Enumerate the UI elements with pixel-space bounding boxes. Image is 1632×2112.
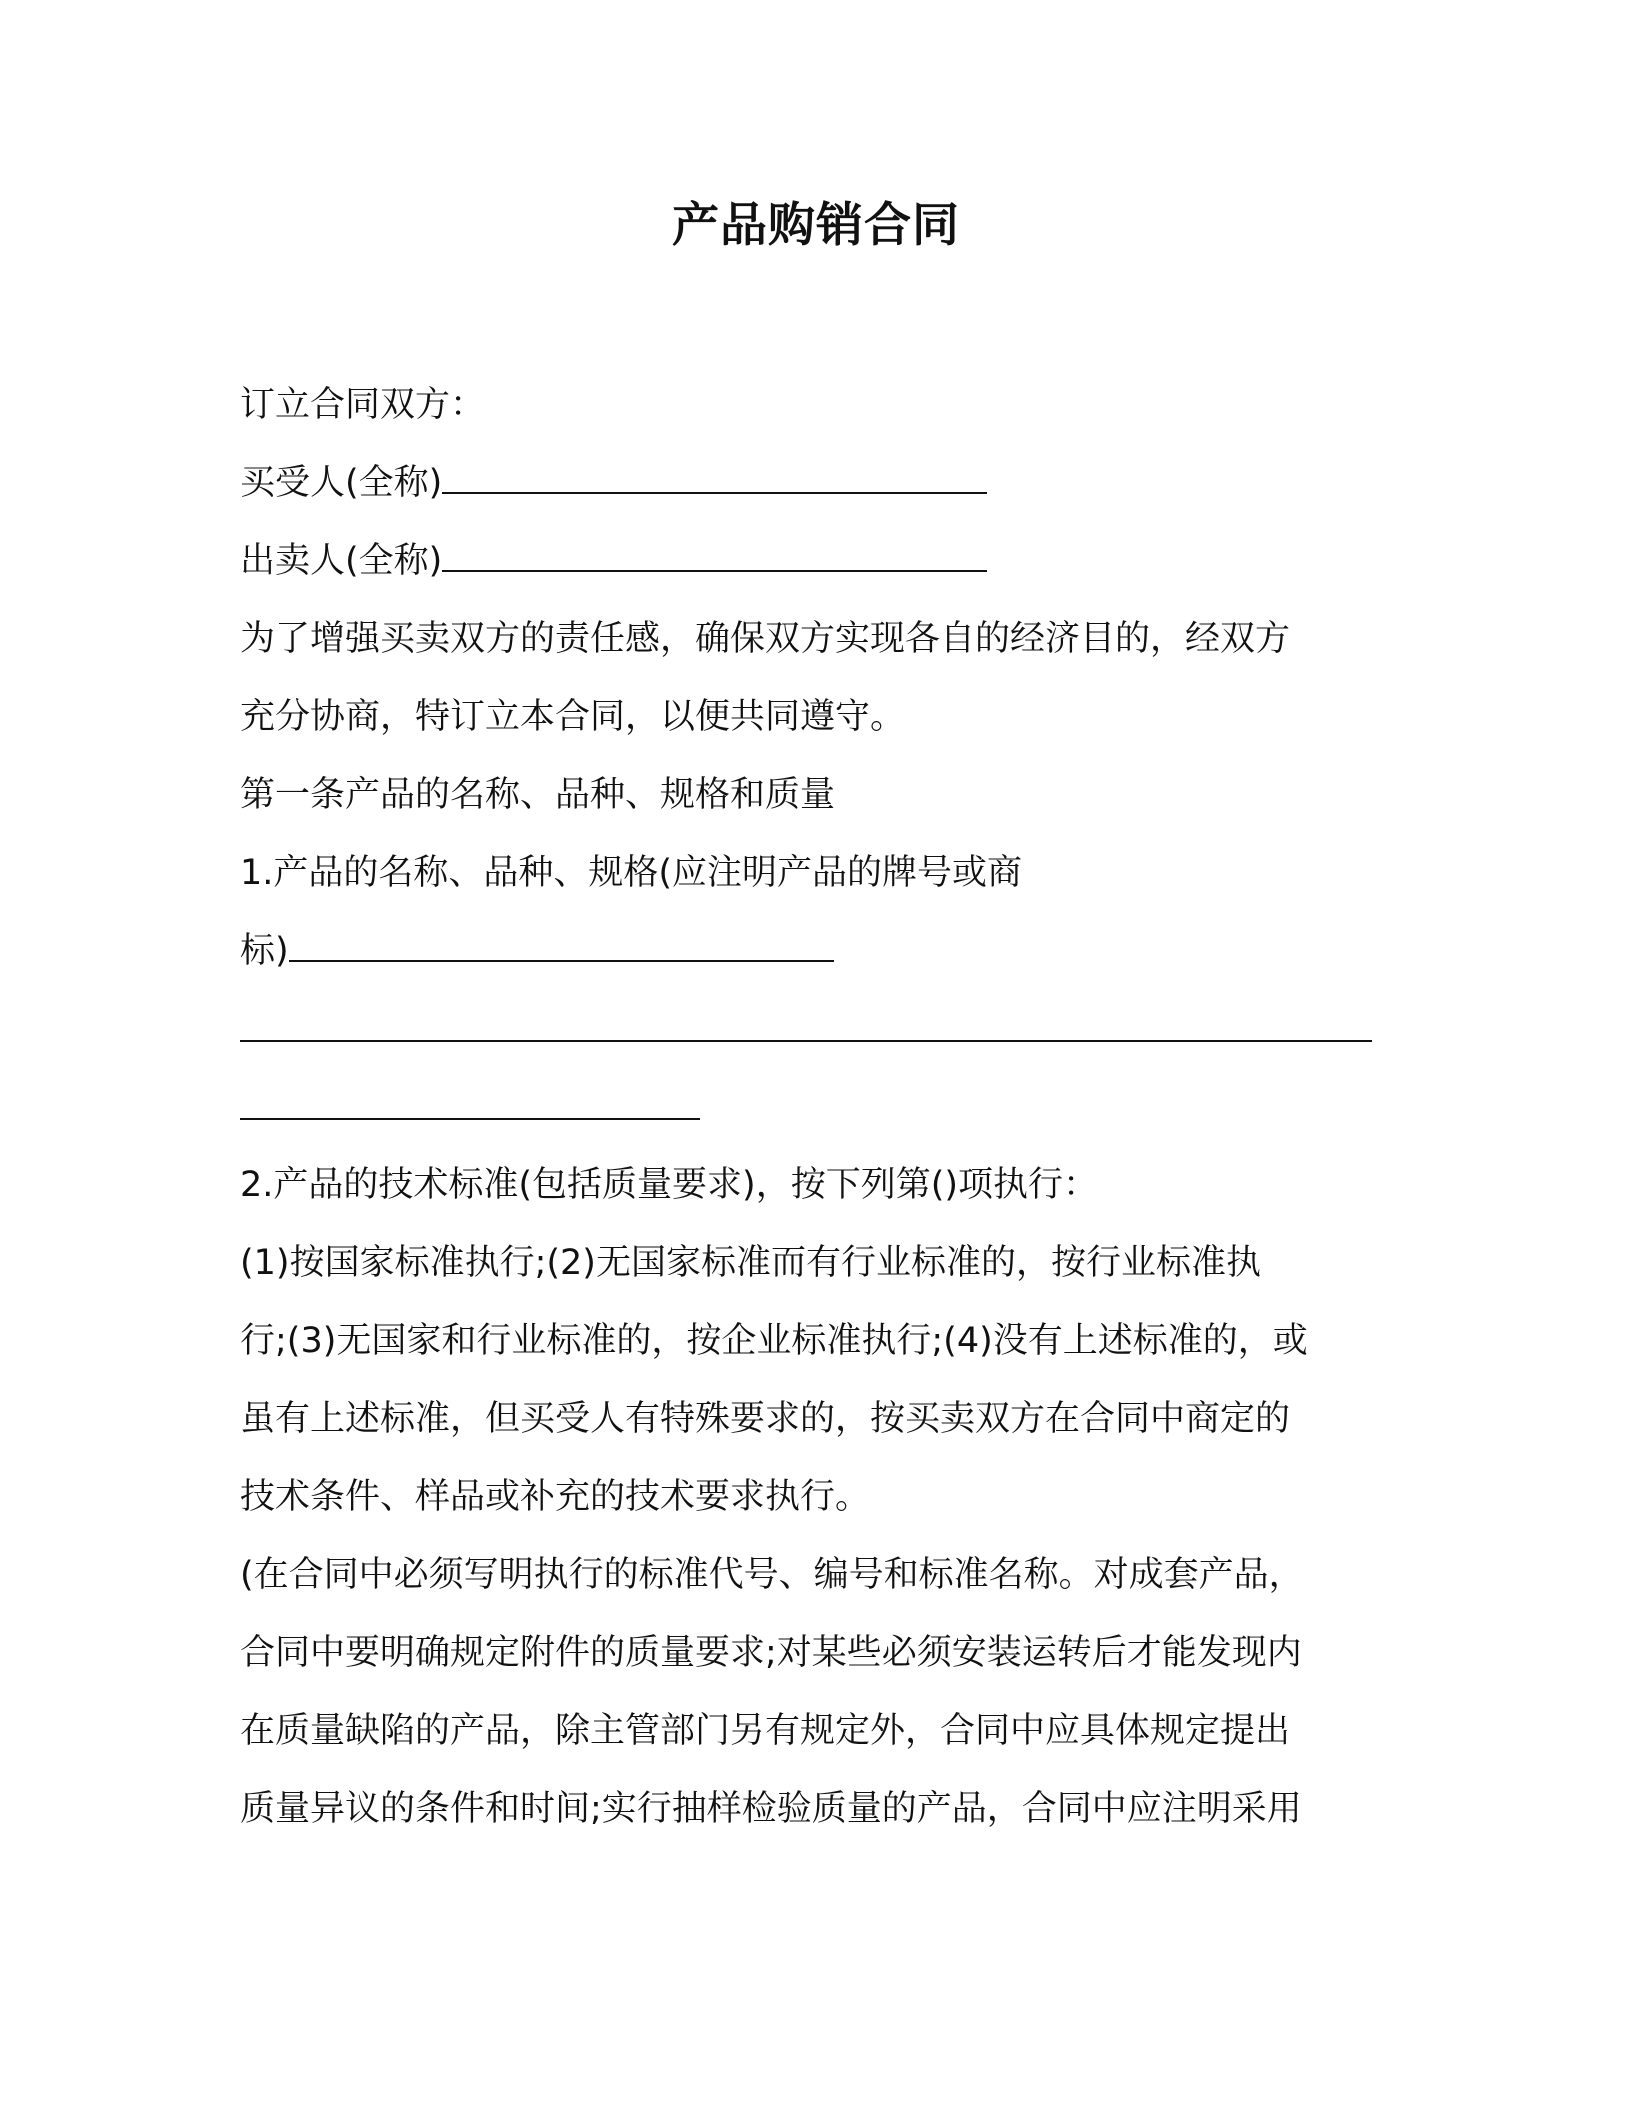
- item1-line-1: 1.产品的名称、品种、规格(应注明产品的牌号或商: [240, 853, 1023, 893]
- seller-label: 出卖人(全称): [240, 541, 443, 581]
- note-line-1: (在合同中必须写明执行的标准代号、编号和标准名称。对成套产品，: [240, 1555, 1304, 1595]
- seller-name-blank: [442, 540, 987, 572]
- document-title: 产品购销合同: [672, 198, 960, 253]
- note-line-3: 在质量缺陷的产品，除主管部门另有规定外，合同中应具体规定提出: [240, 1711, 1291, 1751]
- buyer-label: 买受人(全称): [240, 463, 443, 503]
- seller-line: [240, 522, 1372, 600]
- item2-line-2: 行;(3)无国家和行业标准的，按企业标准执行;(4)没有上述标准的，或: [240, 1321, 1308, 1361]
- parties-heading: 订立合同双方：: [240, 385, 486, 425]
- full-blank-row-1: [240, 990, 1372, 1068]
- document-body: [240, 366, 1372, 1848]
- note-line-4: 质量异议的条件和时间;实行抽样检验质量的产品，合同中应注明采用: [240, 1789, 1302, 1829]
- note-line-2: 合同中要明确规定附件的质量要求;对某些必须安装运转后才能发现内: [240, 1633, 1302, 1673]
- buyer-line: [240, 444, 1372, 522]
- item1-label-end: 标): [240, 931, 289, 971]
- preamble-line-2: 充分协商，特订立本合同，以便共同遵守。: [240, 697, 906, 737]
- buyer-name-blank: [442, 462, 987, 494]
- item2-heading: 2.产品的技术标准(包括质量要求)，按下列第()项执行：: [240, 1165, 1099, 1205]
- item2-line-1: (1)按国家标准执行;(2)无国家标准而有行业标准的，按行业标准执: [240, 1243, 1261, 1283]
- product-spec-blank: [289, 930, 834, 962]
- item1-line-2: [240, 912, 1372, 990]
- product-spec-blank-full: [240, 1038, 1372, 1042]
- article1-heading: 第一条产品的名称、品种、规格和质量: [240, 775, 836, 815]
- preamble-line-1: 为了增强买卖双方的责任感，确保双方实现各自的经济目的，经双方: [240, 619, 1291, 659]
- item2-line-3: 虽有上述标准，但买受人有特殊要求的，按买卖双方在合同中商定的: [240, 1399, 1291, 1439]
- full-blank-row-2: [240, 1068, 1372, 1146]
- item2-line-4: 技术条件、样品或补充的技术要求执行。: [240, 1477, 871, 1517]
- product-spec-blank-short: [240, 1116, 700, 1120]
